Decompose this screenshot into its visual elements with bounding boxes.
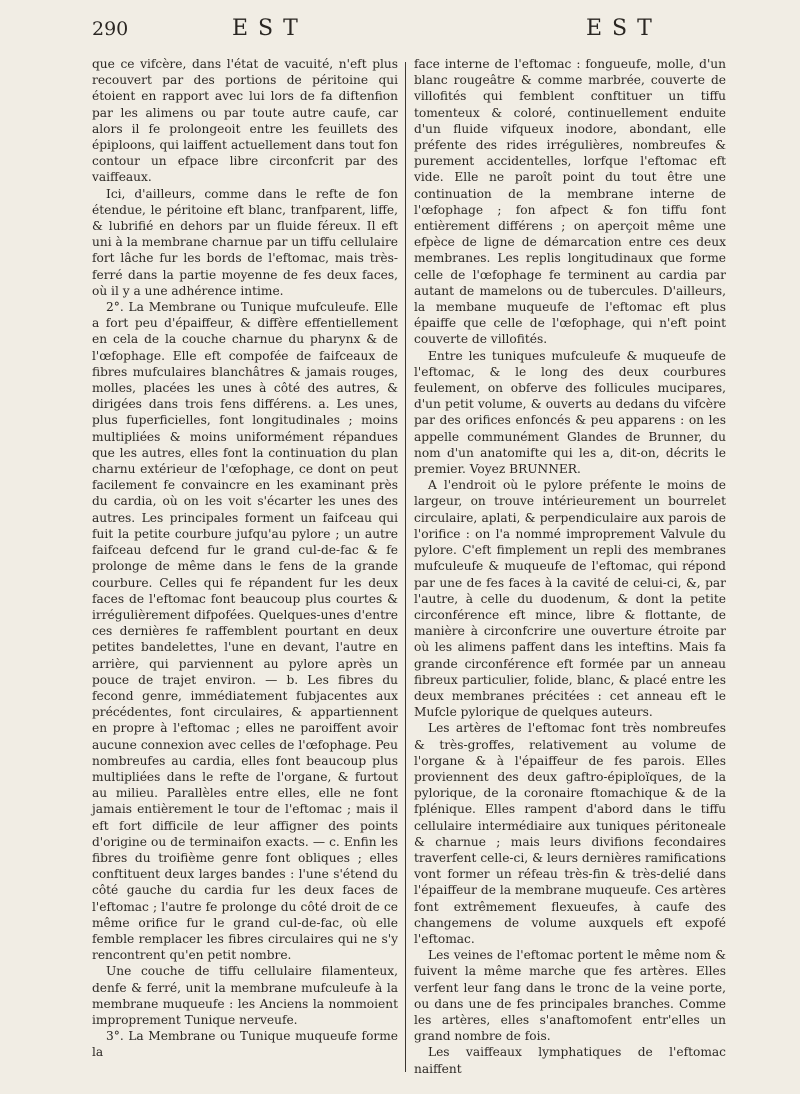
page-number: 290 [92, 18, 129, 40]
paragraph: Les veines de l'eftomac portent le même nom & fuivent la même marche que fes artères. Elles verfent leur fang dans le tronc de la veine porte, ou dans une de fes principales branches. Comme les artères, elles s'anaftomofent entr'elles un grand nombre de fois. [414, 948, 726, 1044]
right-column [414, 56, 726, 1077]
left-column [92, 56, 398, 1061]
paragraph: 2°. La Membrane ou Tunique mufculeufe. Elle a fort peu d'épaiffeur, & diffère effentiellement en cela de la couche charnue du pharynx & de l'œfophage. Elle eft compofée de faifceaux de fibres mufculaires blanchâtres & jamais rouges, molles, placées les unes à côté des autres, & dirigées dans trois fens différens. a. Les unes, plus fuperficielles, font longitudinales ; moins multipliées & moins uniformément répandues que les autres, elles font la continuation du plan charnu extérieur de l'œfophage, ce dont on peut facilement fe convaincre en les examinant près du cardia, où on les voit s'écarter les unes des autres. Les principales forment un faifceau qui fuit la petite courbure jufqu'au pylore ; un autre faifceau defcend fur le grand cul-de-fac & fe prolonge de même dans le fens de la grande courbure. Celles qui fe répandent fur les deux faces de l'eftomac font beaucoup plus courtes & irrégulièrement difpofées. Quelques-unes d'entre ces dernières fe raffemblent pourtant en deux petites bandelettes, l'une en devant, l'autre en arrière, qui parviennent au pylore après un pouce de trajet environ. — b. Les fibres du fecond genre, immédiatement fubjacentes aux précédentes, font circulaires, & appartiennent en propre à l'eftomac ; elles ne paroiffent avoir aucune connexion avec celles de l'œfophage. Peu nombreufes au cardia, elles font beaucoup plus multipliées dans le refte de l'organe, & furtout au milieu. Parallèles entre elles, elle ne font jamais entièrement le tour de l'eftomac ; mais il eft fort difficile de leur affigner des points d'origine ou de terminaifon exacts. — c. Enfin les fibres du troifième genre font obliques ; elles conftituent deux larges bandes : l'une s'étend du côté gauche du cardia fur les deux faces de l'eftomac ; l'autre fe prolonge du côté droit de ce même orifice fur le grand cul-de-fac, où elle femble remplacer les fibres circulaires qui ne s'y rencontrent qu'en petit nombre. [92, 300, 398, 963]
paragraph: que ce vifcère, dans l'état de vacuité, n'eft plus recouvert par des portions de péritoine qui étoient en rapport avec lui lors de fa diftenfion par les alimens ou par toute autre caufe, car alors il fe prolongeoit entre les feuillets des épiploons, qui laiffent actuellement dans tout fon contour un efpace libre circonfcrit par des vaiffeaux. [92, 57, 398, 185]
paragraph: Les vaiffeaux lymphatiques de l'eftomac naiffent [414, 1045, 726, 1076]
column-divider [405, 62, 406, 1072]
paragraph: face interne de l'eftomac : fongueufe, molle, d'un blanc rougeâtre & comme marbrée, couverte de villofités qui femblent conftituer un tiffu tomenteux & coloré, continuellement enduite d'un fluide vifqueux inodore, abondant, elle préfente des rides irrégulières, nombreufes & purement accidentelles, lorfque l'eftomac eft vide. Elle ne paroît point du tout être une continuation de la membrane interne de l'œfophage ; fon afpect & fon tiffu font entièrement différens ; on aperçoit même une efpèce de ligne de démarcation entre ces deux membranes. Les replis longitudinaux que forme celle de l'œfophage fe terminent au cardia par autant de mamelons ou de tubercules. D'ailleurs, la membane muqueufe de l'eftomac eft plus épaiffe que celle de l'œfophage, qui n'eft point couverte de villofités. [414, 57, 726, 347]
paragraph: A l'endroit où le pylore préfente le moins de largeur, on trouve intérieurement un bourrelet circulaire, aplati, & perpendiculaire aux parois de l'orifice : on l'a nommé improprement Valvule du pylore. C'eft fimplement un repli des membranes mufculeufe & muqueufe de l'eftomac, qui répond par une de fes faces à la cavité de celui-ci, &, par l'autre, à celle du duodenum, & dont la petite circonférence eft mince, libre & flottante, de manière à circonfcrire une ouverture étroite par où les alimens paffent dans les inteftins. Mais fa grande circonférence eft formée par un anneau fibreux particulier, folide, blanc, & placé entre les deux membranes précitées : cet anneau eft le Mufcle pylorique de quelques auteurs. [414, 478, 726, 720]
running-head-right: EST [586, 16, 662, 41]
paragraph: 3°. La Membrane ou Tunique muqueufe forme la [92, 1029, 398, 1060]
paragraph: Une couche de tiffu cellulaire filamenteux, denfe & ferré, unit la membrane mufculeufe à la membrane muqueufe : les Anciens la nommoient improprement Tunique nerveufe. [92, 964, 398, 1027]
paragraph: Les artères de l'eftomac font très nombreufes & très-groffes, relativement au volume de l'organe & à l'épaiffeur de fes parois. Elles proviennent des deux gaftro-épiploïques, de la pylorique, de la coronaire ftomachique & de la fplénique. Elles rampent d'abord dans le tiffu cellulaire intermédiaire aux tuniques péritoneale & charnue ; mais leurs divifions fecondaires traverfent celle-ci, & leurs dernières ramifications vont former un réfeau très-fin & très-delié dans l'épaiffeur de la membrane muqueufe. Ces artères font extrêmement flexueufes, à caufe des changemens de volume auxquels eft expofé l'eftomac. [414, 721, 726, 946]
paragraph: Ici, d'ailleurs, comme dans le refte de fon étendue, le péritoine eft blanc, tranfparent, liffe, & lubrifié en dehors par un fluide féreux. Il eft uni à la membrane charnue par un tiffu cellulaire fort lâche fur les bords de l'eftomac, mais très-ferré dans la partie moyenne de fes deux faces, où il y a une adhérence intime. [92, 186, 398, 298]
paragraph: Entre les tuniques mufculeufe & muqueufe de l'eftomac, & le long des deux courbures feulement, on obferve des follicules mucipares, d'un petit volume, & ouverts au dedans du vifcère par des orifices enfoncés & peu apparens : on les appelle communément Glandes de Brunner, du nom d'un anatomifte qui les a, dit-on, décrits le premier. Voyez BRUNNER. [414, 348, 726, 477]
running-head-left: EST [232, 16, 308, 41]
page-header [0, 14, 800, 50]
